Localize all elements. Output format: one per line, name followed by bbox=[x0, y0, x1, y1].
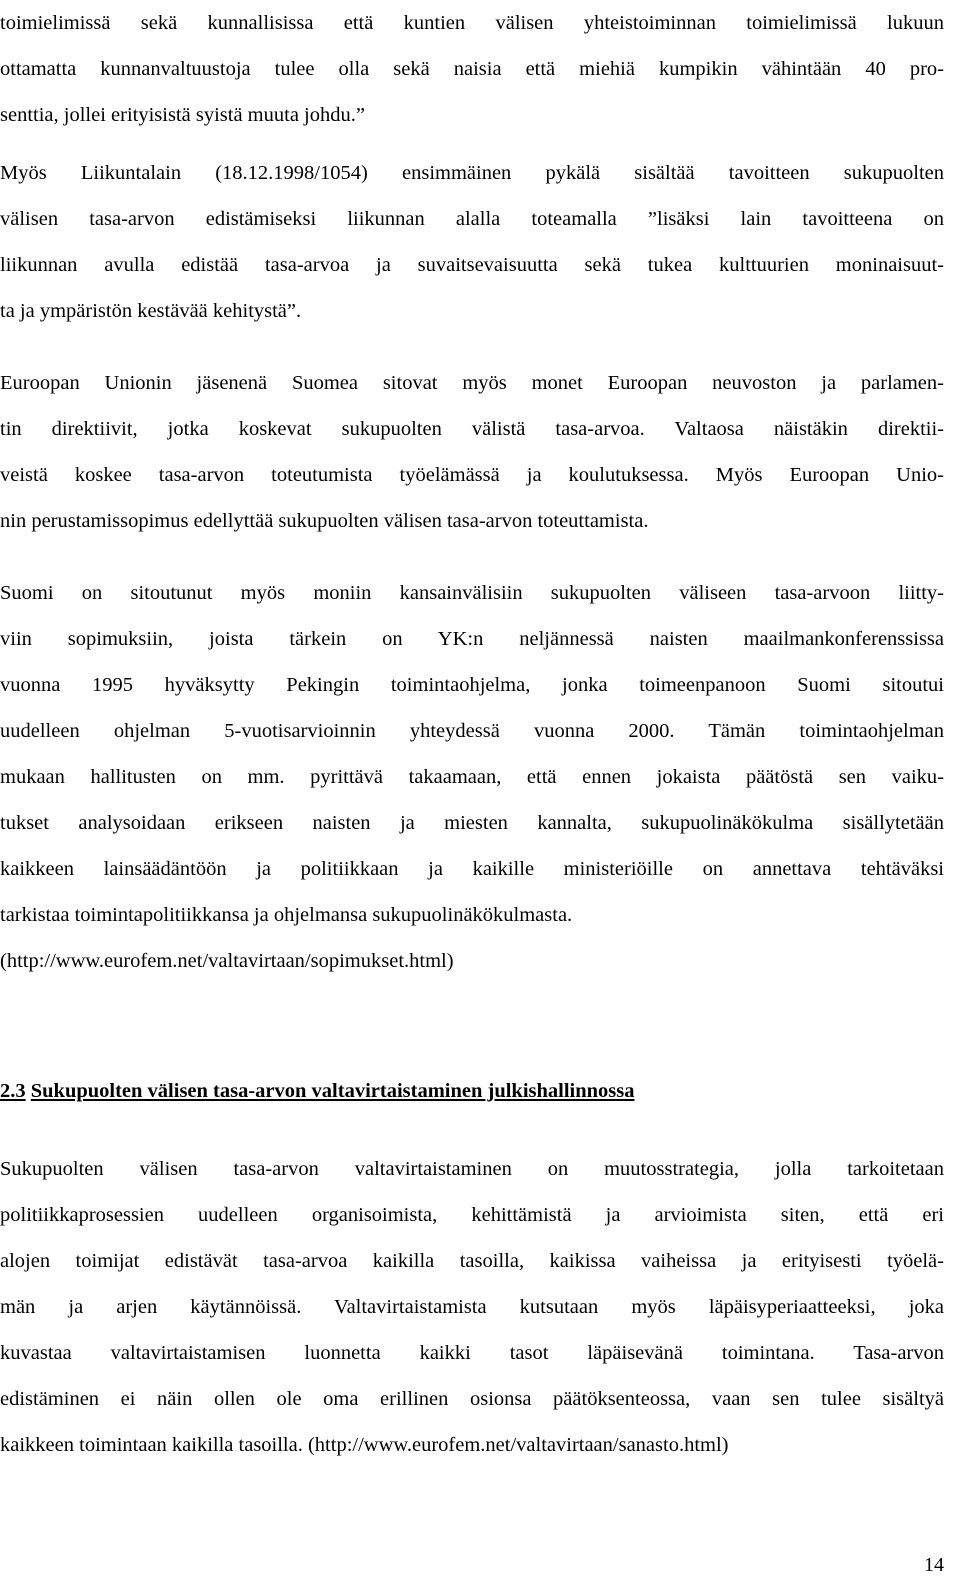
paragraph-4 bbox=[0, 570, 944, 984]
paragraph-line: senttia, jollei erityisistä syistä muuta johdu.” bbox=[0, 104, 365, 126]
paragraph-line: Suomi on sitoutunut myös moniin kansainvälisiin sukupuolten väliseen tasa-arvoon liitty- bbox=[0, 582, 944, 604]
paragraph-line: alojen toimijat edistävät tasa-arvoa kaikilla tasoilla, kaikissa vaiheissa ja erityisesti työelä- bbox=[0, 1250, 944, 1272]
section-number: 2.3 bbox=[0, 1080, 26, 1102]
paragraph-line: ta ja ympäristön kestävää kehitystä”. bbox=[0, 300, 302, 322]
paragraph-line: edistäminen ei näin ollen ole oma erillinen osionsa päätöksenteossa, vaan sen tulee sisältyä bbox=[0, 1388, 944, 1410]
paragraph-line: mukaan hallitusten on mm. pyrittävä takaamaan, että ennen jokaista päätöstä sen vaiku- bbox=[0, 766, 944, 788]
reference-link: (http://www.eurofem.net/valtavirtaan/sopimukset.html) bbox=[0, 950, 454, 972]
paragraph-line: tarkistaa toimintapolitiikkansa ja ohjelmansa sukupuolinäkökulmasta. bbox=[0, 904, 573, 926]
paragraph-line: tukset analysoidaan erikseen naisten ja miesten kannalta, sukupuolinäkökulma sisällytetään bbox=[0, 812, 944, 834]
paragraph-line: män ja arjen käytännöissä. Valtavirtaistamista kutsutaan myös läpäisyperiaatteeksi, joka bbox=[0, 1296, 944, 1318]
paragraph-5 bbox=[0, 1146, 944, 1468]
paragraph-1 bbox=[0, 0, 944, 138]
paragraph-line: politiikkaprosessien uudelleen organisoimista, kehittämistä ja arvioimista siten, että eri bbox=[0, 1204, 944, 1226]
paragraph-line: kaikkeen lainsäädäntöön ja politiikkaan ja kaikille ministeriöille on annettava tehtäväksi bbox=[0, 858, 944, 880]
section-title: Sukupuolten välisen tasa-arvon valtavirtaistaminen julkishallinnossa bbox=[30, 1080, 635, 1102]
paragraph-line: uudelleen ohjelman 5-vuotisarvioinnin yhteydessä vuonna 2000. Tämän toimintaohjelman bbox=[0, 720, 944, 742]
paragraph-line: kuvastaa valtavirtaistamisen luonnetta kaikki tasot läpäisevänä toimintana. Tasa-arvon bbox=[0, 1342, 944, 1364]
paragraph-line: toimielimissä sekä kunnallisissa että kuntien välisen yhteistoiminnan toimielimissä lukuun bbox=[0, 12, 944, 34]
page-number: 14 bbox=[924, 1554, 944, 1576]
paragraph-line: välisen tasa-arvon edistämiseksi liikunnan alalla toteamalla ”lisäksi lain tavoitteena on bbox=[0, 208, 944, 230]
paragraph-3 bbox=[0, 360, 944, 544]
paragraph-line: Myös Liikuntalain (18.12.1998/1054) ensimmäinen pykälä sisältää tavoitteen sukupuolten bbox=[0, 162, 944, 184]
paragraph-line: vuonna 1995 hyväksytty Pekingin toimintaohjelma, jonka toimeenpanoon Suomi sitoutui bbox=[0, 674, 944, 696]
paragraph-line: kaikkeen toimintaan kaikilla tasoilla. (http://www.eurofem.net/valtavirtaan/sanasto.html) bbox=[0, 1434, 729, 1456]
paragraph-line: viin sopimuksiin, joista tärkein on YK:n neljännessä naisten maailmankonferenssissa bbox=[0, 628, 944, 650]
paragraph-line: ottamatta kunnanvaltuustoja tulee olla sekä naisia että miehiä kumpikin vähintään 40 pro- bbox=[0, 58, 944, 80]
paragraph-line: liikunnan avulla edistää tasa-arvoa ja suvaitsevaisuutta sekä tukea kulttuurien moninaisuut- bbox=[0, 254, 944, 276]
paragraph-line: tin direktiivit, jotka koskevat sukupuolten välistä tasa-arvoa. Valtaosa näistäkin direktii- bbox=[0, 418, 944, 440]
paragraph-line: veistä koskee tasa-arvon toteutumista työelämässä ja koulutuksessa. Myös Euroopan Unio- bbox=[0, 464, 944, 486]
paragraph-2 bbox=[0, 150, 944, 334]
paragraph-line: Sukupuolten välisen tasa-arvon valtavirtaistaminen on muutosstrategia, jolla tarkoitetaan bbox=[0, 1158, 944, 1180]
paragraph-line: nin perustamissopimus edellyttää sukupuolten välisen tasa-arvon toteuttamista. bbox=[0, 510, 649, 532]
paragraph-line: Euroopan Unionin jäsenenä Suomea sitovat myös monet Euroopan neuvoston ja parlamen- bbox=[0, 372, 944, 394]
section-heading bbox=[0, 1076, 635, 1106]
